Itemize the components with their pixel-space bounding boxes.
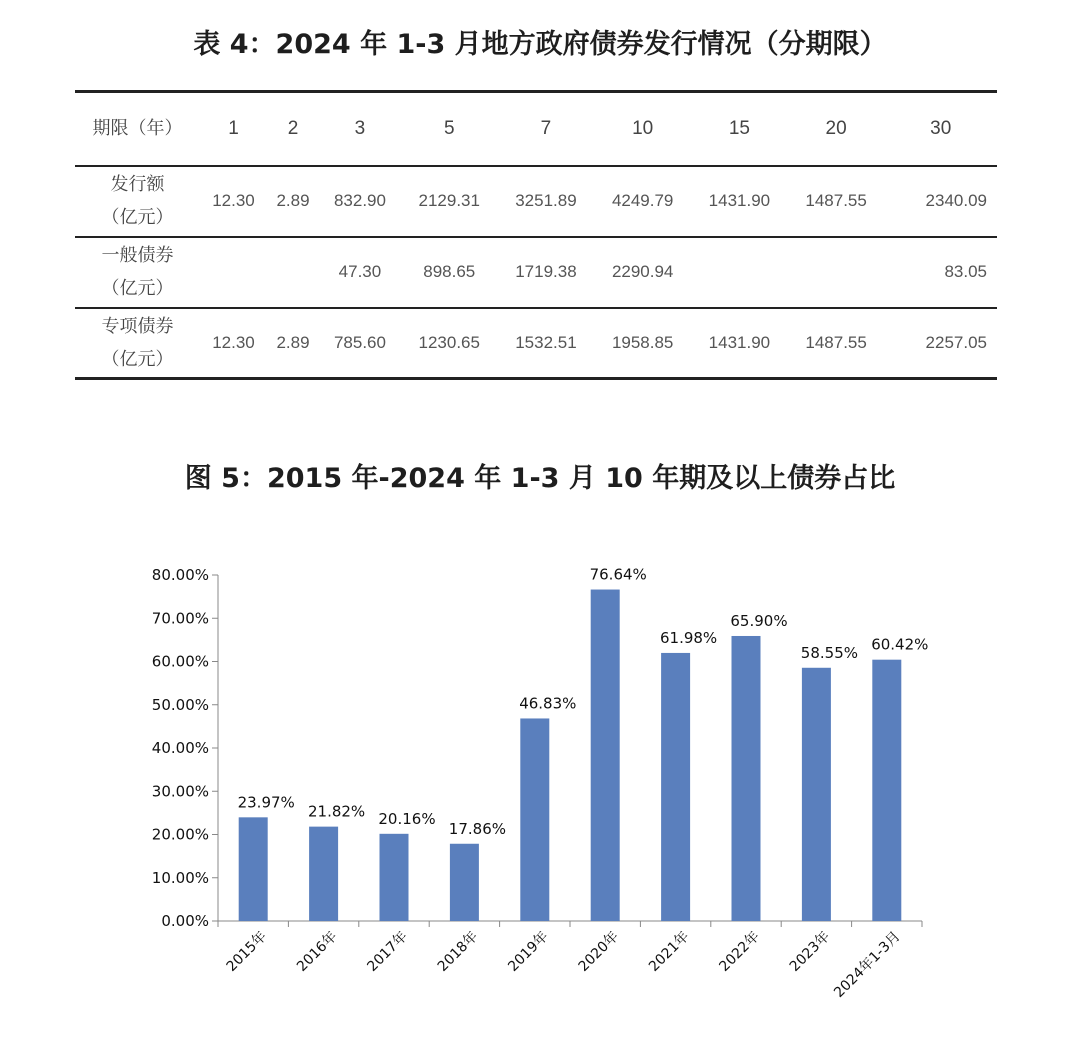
term-header-cell: 1 [228,117,239,139]
x-category-label: 2021年 [646,928,693,975]
bar [380,834,409,921]
term-header-cell: 10 [632,117,654,139]
bar [450,844,479,921]
x-category-label: 2019年 [505,928,552,975]
bar-value-label: 23.97% [237,793,295,812]
table-cell: 12.30 [212,191,255,210]
term-header-cell: 5 [443,117,455,139]
table-cell: 1230.65 [418,332,480,352]
table-cell: 1719.38 [515,262,577,281]
y-tick-label: 40.00% [151,739,209,757]
table-cell: 785.60 [333,332,386,352]
x-category-label: 2023年 [786,928,834,975]
bar-value-label: 58.55% [800,643,859,662]
table-title: 表 4：2024 年 1-3 月地方政府债券发行情况（分期限） [193,29,887,60]
table-cell: 1487.55 [805,332,867,352]
x-category-label: 2015年 [223,928,271,975]
bar [732,636,761,921]
y-tick-label: 10.00% [151,868,209,887]
bar [661,653,690,921]
term-header-label: 期限（年） [92,118,183,140]
row-label-line2: （亿元） [101,207,174,228]
table-cell: 83.05 [944,262,987,281]
table-cell: 3251.89 [515,191,577,210]
table-cell: 898.65 [423,262,476,281]
term-header-cell: 2 [287,117,299,139]
x-category-label: 2022年 [716,928,763,975]
x-category-label: 2016年 [294,928,341,975]
bar [591,590,620,921]
x-category-label: 2024年1-3月 [831,928,904,1001]
x-category-label: 2017年 [364,928,411,975]
row-label-line2: （亿元） [101,348,174,370]
y-tick-label: 50.00% [151,695,209,714]
bar [802,668,831,921]
table-cell: 47.30 [338,262,382,281]
bar-value-label: 17.86% [448,819,507,838]
bar-value-label: 76.64% [589,565,647,584]
bar-value-label: 21.82% [307,802,366,821]
y-tick-label: 0.00% [161,912,209,930]
bar [872,660,901,921]
term-header-cell: 15 [728,117,750,139]
table-cell: 832.90 [333,191,386,210]
table-cell: 2.89 [276,191,310,210]
term-header-cell: 30 [930,117,952,139]
table-cell: 1532.51 [515,332,577,352]
term-header-cell: 7 [540,117,552,139]
bar-value-label: 46.83% [519,694,577,713]
y-tick-label: 80.00% [151,566,209,584]
table-cell: 2129.31 [418,191,480,210]
term-header-cell: 3 [354,117,366,139]
row-label-line1: 发行额 [110,174,165,195]
bar-value-label: 65.90% [730,611,788,630]
bar-value-label: 60.42% [871,635,929,654]
table-cell: 1487.55 [805,191,867,210]
bar-value-label: 61.98% [659,628,718,647]
table-cell: 2340.09 [925,191,987,210]
bar [239,817,268,921]
term-header-cell: 20 [825,117,847,139]
table-cell: 12.30 [212,332,255,352]
row-label-line1: 一般债券 [101,245,174,266]
table-cell: 1431.90 [708,332,771,352]
row-label-line2: （亿元） [101,278,174,299]
table-cell: 1958.85 [611,332,674,352]
x-category-label: 2018年 [434,928,482,975]
table-cell: 2257.05 [925,332,987,352]
bar [520,718,549,921]
table-cell: 1431.90 [708,191,771,210]
bar-value-label: 20.16% [378,809,436,828]
row-label-line1: 专项债券 [101,315,174,337]
table-cell: 2290.94 [611,262,674,281]
chart-title: 图 5：2015 年-2024 年 1-3 月 10 年期及以上债券占比 [184,463,896,494]
y-tick-label: 30.00% [151,782,209,801]
table-cell: 4249.79 [611,191,674,210]
x-category-label: 2020年 [575,928,623,975]
bar [309,827,338,921]
y-tick-label: 20.00% [151,825,209,844]
table-cell: 2.89 [276,332,310,352]
y-tick-label: 70.00% [151,609,209,628]
y-tick-label: 60.00% [151,652,209,671]
